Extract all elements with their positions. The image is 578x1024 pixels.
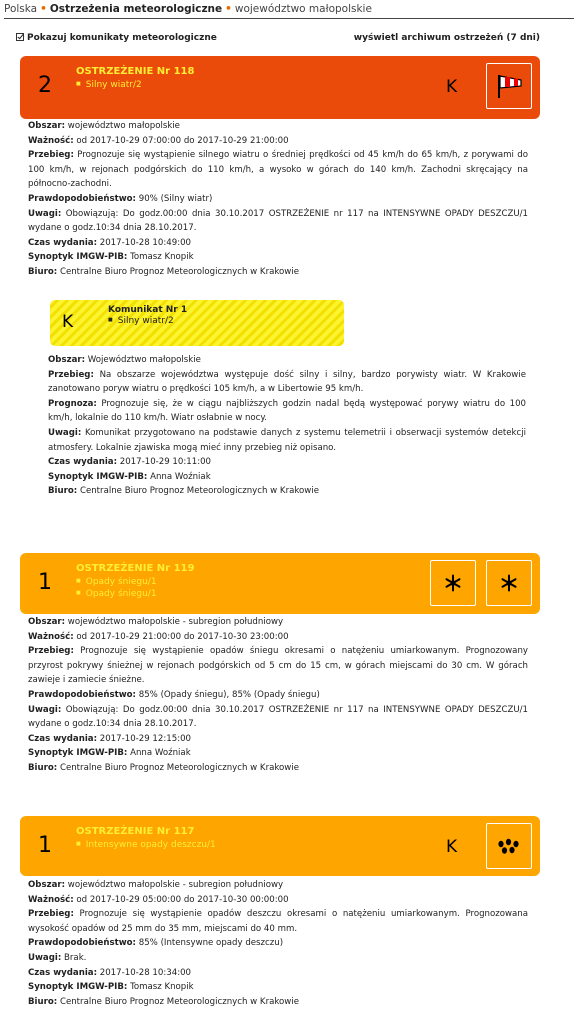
snowflake-icon	[486, 560, 532, 606]
warning-title: OSTRZEŻENIE Nr 117	[76, 826, 195, 837]
warning-details-118	[28, 119, 528, 280]
k-flag: K	[446, 77, 458, 97]
snowflake-icon	[430, 560, 476, 606]
prawdopodobienstwo-row: Prawdopodobieństwo: 85% (Intensywne opady deszczu)	[28, 938, 284, 949]
uwagi-row: Uwagi: Obowiązują: Do godz.00:00 dnia 30.10.2017 OSTRZEŻENIE nr 117 na INTENSYWNE OPADY DESZCZU/1 wydane o godz.10:34 dnia 28.10.2017.	[28, 704, 528, 730]
breadcrumb-separator: •	[225, 3, 232, 15]
synoptyk-row: Synoptyk IMGW-PIB: Anna Woźniak	[28, 748, 191, 759]
czas-wydania-row: Czas wydania: 2017-10-28 10:49:00	[28, 237, 192, 248]
komunikat-title: Komunikat Nr 1	[108, 305, 188, 315]
rain-drops-icon	[486, 823, 532, 869]
warning-header-117	[20, 816, 540, 876]
phenomenon-item: ■ Opady śniegu/1	[76, 588, 157, 600]
biuro-row: Biuro: Centralne Biuro Prognoz Meteorologicznych w Krakowie	[28, 996, 299, 1007]
przebieg-row: Przebieg: Prognozuje się wystąpienie opadów śniegu okresami o natężeniu umiarkowanym. Prognozowany przyrost pokrywy śnieżnej w rejonach podgórskich od 5 cm do 15 cm, w górach miejscami do 30 cm. W górach zawieje i zamiecie śnieżne.	[28, 646, 528, 686]
prawdopodobienstwo-row: Prawdopodobieństwo: 85% (Opady śniegu), 85% (Opady śniegu)	[28, 689, 320, 700]
warning-header-119	[20, 553, 540, 614]
waznosc-row: Ważność: od 2017-10-29 05:00:00 do 2017-10-30 00:00:00	[28, 894, 289, 905]
uwagi-row: Uwagi: Obowiązują: Do godz.00:00 dnia 30.10.2017 OSTRZEŻENIE nr 117 na INTENSYWNE OPADY DESZCZU/1 wydane o godz.10:34 dnia 28.10.2017.	[28, 208, 528, 234]
warning-level: 1	[38, 570, 52, 595]
obszar-row: Obszar: Województwo małopolskie	[48, 355, 201, 365]
phenomenon-item: ■ Silny wiatr/2	[76, 79, 142, 91]
obszar-row: Obszar: województwo małopolskie - subregion południowy	[28, 617, 284, 627]
przebieg-row: Przebieg: Na obszarze województwa występuje dość silny i silny, bardzo porywisty wiatr. W Krakowie zanotowano poryw wiatru o prędkości 105 km/h, a w Libertowie 95 km/h.	[48, 369, 526, 395]
komunikat-header-1	[50, 300, 344, 346]
biuro-row: Biuro: Centralne Biuro Prognoz Meteorologicznych w Krakowie	[28, 762, 299, 773]
warning-phenomena	[76, 839, 216, 851]
k-flag: K	[62, 312, 74, 332]
waznosc-row: Ważność: od 2017-10-29 21:00:00 do 2017-10-30 23:00:00	[28, 631, 289, 642]
czas-wydania-row: Czas wydania: 2017-10-29 12:15:00	[28, 733, 192, 744]
czas-wydania-row: Czas wydania: 2017-10-29 10:11:00	[48, 457, 212, 468]
prawdopodobienstwo-row: Prawdopodobieństwo: 90% (Silny wiatr)	[28, 193, 213, 204]
k-flag: K	[446, 837, 458, 857]
waznosc-row: Ważność: od 2017-10-29 07:00:00 do 2017-10-29 21:00:00	[28, 135, 289, 146]
warning-title: OSTRZEŻENIE Nr 119	[76, 563, 195, 574]
phenomenon-item: ■ Opady śniegu/1	[76, 576, 157, 588]
czas-wydania-row: Czas wydania: 2017-10-28 10:34:00	[28, 967, 192, 978]
biuro-row: Biuro: Centralne Biuro Prognoz Meteorologicznych w Krakowie	[48, 486, 319, 497]
show-komunikaty-label: Pokazuj komunikaty meteorologiczne	[27, 33, 217, 43]
synoptyk-row: Synoptyk IMGW-PIB: Tomasz Knopik	[28, 982, 194, 993]
synoptyk-row: Synoptyk IMGW-PIB: Anna Woźniak	[48, 471, 211, 482]
windsock-icon	[486, 63, 532, 109]
uwagi-row: Uwagi: Komunikat przygotowano na podstawie danych z systemu telemetrii i obserwacji systemów detekcji atmosfery. Lokalnie zjawiska mogą mieć inny przebieg niż opisano.	[48, 427, 526, 453]
warning-phenomena	[76, 576, 157, 600]
uwagi-row: Uwagi: Brak.	[28, 952, 87, 963]
komunikat-phenomena	[108, 316, 174, 326]
breadcrumb-country-link[interactable]: Polska	[4, 3, 38, 15]
archive-link[interactable]: wyświetl archiwum ostrzeżeń (7 dni)	[353, 33, 540, 43]
breadcrumb	[4, 3, 574, 19]
show-komunikaty-checkbox[interactable]	[16, 33, 24, 41]
breadcrumb-section: Ostrzeżenia meteorologiczne	[49, 3, 223, 15]
warning-title: OSTRZEŻENIE Nr 118	[76, 66, 195, 77]
obszar-row: Obszar: województwo małopolskie - subregion południowy	[28, 880, 284, 890]
komunikat-details-1	[48, 353, 526, 499]
phenomenon-item: ■ Silny wiatr/2	[108, 316, 174, 326]
warning-details-119	[28, 615, 528, 776]
warning-details-117	[28, 878, 528, 1009]
breadcrumb-region: województwo małopolskie	[234, 3, 372, 15]
przebieg-row: Przebieg: Prognozuje się wystąpienie silnego wiatru o średniej prędkości od 45 km/h do 65 km/h, z porywami do 100 km/h, w rejonach podgórskich do 110 km/h, a wysoko w górach do 140 km/h. Zachodni skręcający na północno-zachodni.	[28, 150, 529, 190]
przebieg-row: Przebieg: Prognozuje się wystąpienie opadów deszczu okresami o natężeniu umiarkowanym. Prognozowana wysokość opadów od 25 mm do 35 mm, miejscami do 40 mm.	[28, 909, 529, 934]
warning-level: 2	[38, 73, 52, 98]
phenomenon-item: ■ Intensywne opady deszczu/1	[76, 839, 216, 851]
warning-phenomena	[76, 79, 142, 91]
prognoza-row: Prognoza: Prognozuje się, że w ciągu najbliższych godzin nadal będą występować porywy wiatru do 100 km/h, lokalnie do 110 km/h. Wiatr osłabnie w nocy.	[48, 398, 526, 424]
synoptyk-row: Synoptyk IMGW-PIB: Tomasz Knopik	[28, 252, 194, 263]
warning-header-118	[20, 56, 540, 119]
biuro-row: Biuro: Centralne Biuro Prognoz Meteorologicznych w Krakowie	[28, 266, 299, 277]
warning-level: 1	[38, 833, 52, 858]
breadcrumb-separator: •	[40, 3, 47, 15]
toolbar	[16, 33, 540, 47]
obszar-row: Obszar: województwo małopolskie	[28, 121, 180, 131]
